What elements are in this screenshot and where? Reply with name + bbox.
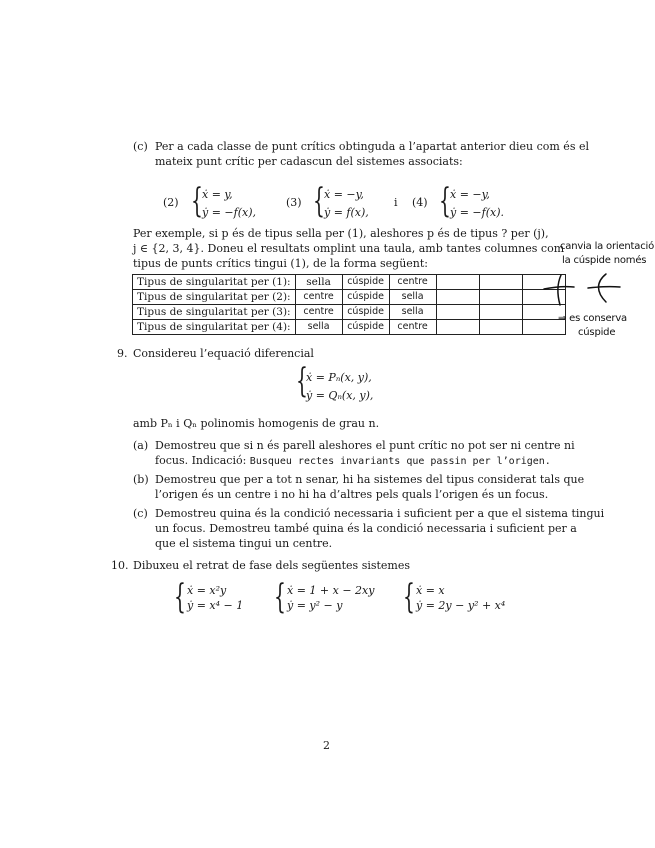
table-cell: sella [295, 320, 342, 335]
table-cell-empty [436, 320, 479, 335]
table-row-label: Tipus de singularitat per (1): [133, 275, 296, 290]
table-cell-empty [436, 305, 479, 320]
system-3-brace: { [313, 181, 325, 221]
system-3-eq1: ẋ = −y, [324, 188, 364, 201]
problem-9-b-line1: Demostreu que per a tot n senar, hi ha sistemes del tipus considerat tals que [155, 473, 585, 486]
table-cell: cúspide [342, 320, 389, 335]
margin-note-line1: canvia la orientació [560, 241, 654, 252]
table-cell: centre [389, 320, 436, 335]
table-cell-empty [436, 290, 479, 305]
table-row [133, 305, 566, 320]
system-4-eq1: ẋ = −y, [450, 188, 490, 201]
system-2-brace: { [191, 181, 203, 221]
table-cell-empty [479, 305, 522, 320]
table-cell: sella [295, 275, 342, 290]
table-cell: cúspide [342, 305, 389, 320]
problem-9-c-label: (c) [133, 507, 148, 520]
problem-9-eq2: ẏ = Qₙ(x, y), [306, 389, 374, 402]
problem-9-c-line2: un focus. Demostreu també quina és la condició necessaria i suficient per a [155, 522, 577, 535]
table-cell: centre [295, 305, 342, 320]
item-c-line1: Per a cada classe de punt crítics obtinguda a l’apartat anterior dieu com és el [155, 140, 589, 153]
systems-conjunction: i [394, 196, 398, 209]
problem-10-sysA-eq2: ẏ = x⁴ − 1 [187, 599, 244, 612]
problem-10-sysC-eq2: ẏ = 2y − y² + x⁴ [416, 599, 506, 612]
system-2-eq2: ẏ = −f(x), [202, 206, 256, 219]
table-cell-empty [436, 275, 479, 290]
table-row [133, 290, 566, 305]
problem-9-b-line2: l’origen és un centre i no hi ha d’altres pels quals l’origen és un focus. [155, 488, 549, 501]
problem-9-c-line3: que el sistema tingui un centre. [155, 537, 333, 550]
table-cell-empty [479, 290, 522, 305]
problem-9-a-line1: Demostreu que si n és parell aleshores el punt crític no pot ser ni centre ni [155, 439, 575, 452]
system-4-eq2: ẏ = −f(x). [450, 206, 504, 219]
problem-9-intro: Considereu l’equació diferencial [133, 347, 314, 360]
system-4-brace: { [439, 181, 451, 221]
problem-10-sysB-eq1: ẋ = 1 + x − 2xy [287, 584, 375, 597]
problem-9-b-label: (b) [133, 473, 149, 486]
table-cell: cúspide [342, 290, 389, 305]
table-row [133, 320, 566, 335]
problem-9-a-hint: Busqueu rectes invariants que passin per l’origen. [249, 456, 551, 467]
problem-10-number: 10. [111, 559, 129, 572]
margin-note-line4: cúspide [578, 327, 616, 338]
singularity-table [132, 274, 566, 335]
example-line3: tipus de punts crítics tingui (1), de la forma següent: [133, 257, 429, 270]
item-c-line2: mateix punt crític per cadascun del sistemes associats: [155, 155, 463, 168]
problem-10-brace-b: { [274, 577, 286, 617]
system-3-eq2: ẏ = f(x), [324, 206, 369, 219]
table-row [133, 275, 566, 290]
problem-9-a-line2 [155, 453, 551, 469]
table-row-label: Tipus de singularitat per (4): [133, 320, 296, 335]
problem-9-number: 9. [117, 347, 128, 360]
page-number: 2 [323, 739, 330, 752]
table-cell-empty [479, 320, 522, 335]
margin-note-line3: ⇒ es conserva [558, 313, 627, 324]
cusp-sketch-icon [540, 272, 630, 312]
problem-10-sysA-eq1: ẋ = x²y [187, 584, 227, 597]
problem-9-a-label: (a) [133, 439, 149, 452]
problem-10-brace-c: { [403, 577, 415, 617]
table-cell: centre [295, 290, 342, 305]
example-line2: j ∈ {2, 3, 4}. Doneu el resultats omplint una taula, amb tantes columnes com [133, 242, 565, 255]
table-cell-empty [479, 275, 522, 290]
system-2-label: (2) [163, 196, 179, 209]
system-3-label: (3) [286, 196, 302, 209]
table-cell: sella [389, 290, 436, 305]
problem-10-sysB-eq2: ẏ = y² − y [287, 599, 343, 612]
problem-9-eq1: ẋ = Pₙ(x, y), [306, 371, 372, 384]
table-row-label: Tipus de singularitat per (2): [133, 290, 296, 305]
problem-10-intro: Dibuxeu el retrat de fase dels següentes sistemes [133, 559, 411, 572]
example-line1: Per exemple, si p és de tipus sella per (1), aleshores p és de tipus ? per (j), [133, 227, 549, 240]
margin-note-line2: la cúspide només [562, 255, 647, 266]
table-row-label: Tipus de singularitat per (3): [133, 305, 296, 320]
table-cell: cúspide [342, 275, 389, 290]
problem-9-a-line2-pre: focus. Indicació: [155, 454, 250, 467]
problem-9-brace: { [296, 361, 308, 401]
item-c-label: (c) [133, 140, 148, 153]
system-4-label: (4) [412, 196, 428, 209]
problem-10-brace-a: { [174, 577, 186, 617]
table-cell: sella [389, 305, 436, 320]
system-2-eq1: ẋ = y, [202, 188, 233, 201]
table-cell: centre [389, 275, 436, 290]
problem-10-sysC-eq1: ẋ = x [416, 584, 445, 597]
problem-9-after: amb Pₙ i Qₙ polinomis homogenis de grau n. [133, 417, 380, 430]
problem-9-c-line1: Demostreu quina és la condició necessaria i suficient per a que el sistema tingui [155, 507, 605, 520]
